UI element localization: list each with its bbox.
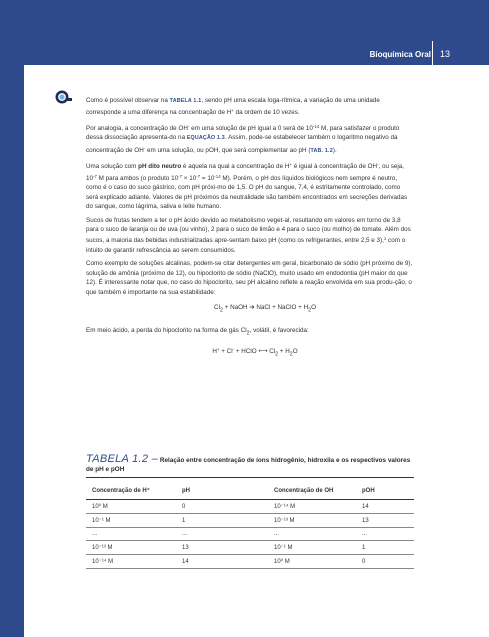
table-header-row [86, 479, 414, 500]
running-head: Bioquímica Oral [369, 50, 431, 59]
table-cell: 1 [176, 514, 268, 528]
body-text [86, 96, 414, 369]
chemical-equation: H+ + Cl- + HClO ⟷ $Cl_2 + H_2O$ [212, 346, 298, 357]
paragraph: Sucos de frutas tendem a ter o pH ácido devido ao metabolismo veget-al, resultando em valores em torno de 3,8 para o suco de laranja ou de uva (ou vinho), 2 para o suco de limão e 4 para o suco (ou molho) de tomate. Além dos sucos, a maioria das bebidas industrializadas apre-sentam baixo pH (como os refrigerantes, entre 2,5 e 3),$^1$ com o intuito de garantir refrescância ao serem consumidos. [86, 216, 411, 254]
equation-reference[interactable]: EQUAÇÃO 1.3 [186, 135, 225, 142]
table-cell: 10⁻¹⁴ M [268, 500, 356, 514]
table-cell: 10⁻¹³ M [86, 541, 176, 555]
paragraph: Em meio ácido, a perda do hipoclorito na forma de gás $Cl_2$, volátil, é favorecida: [86, 326, 309, 337]
table-row [86, 541, 414, 555]
page-number: 13 [440, 49, 451, 59]
table-cell: 14 [176, 555, 268, 569]
paragraph: Como é possível observar na TABELA 1.1, sendo pH uma escala loga-rítmica, a variação de uma unidade corresponde a uma diferença na concentração de H+ da ordem de 10 vezes. [86, 97, 380, 117]
paragraph: Como exemplo de soluções alcalinas, podem-se citar detergentes em geral, bicarbonato de sódio (pH próximo de 9), solução de amônia (próximo de 12), ou hipoclorito de sódio (NaClO), muito usado em endodontia (pH maior do que 12). É interessante notar que, no caso do hipoclorito, seu pH alcalino reflete a reação envolvida em sua produ-ção, o que também é importante na sua estabilidade: [86, 260, 413, 296]
paragraph: Por analogia, a concentração de OH- em uma solução de pH igual a 0 será de $10^{-14}$ M, para satisfazer o produto dessa dissociação apresenta-do na EQUAÇÃO 1.3. Assim, pode-se estabelecer também o logaritmo negativo da concentração de OH- em uma solução, ou pOH, que será complementar ao pH (TAB. 1.2). [86, 123, 400, 154]
table-cell: 0 [176, 500, 268, 514]
table-cell: 10⁰ M [86, 500, 176, 514]
ph-table [86, 479, 414, 569]
table-cell: 10⁻¹³ M [268, 514, 356, 528]
table-row [86, 555, 414, 569]
table-top-rule [86, 477, 414, 478]
table-row [86, 528, 414, 541]
emphasis: pH dito neutro [138, 163, 182, 171]
table-cell: 10⁻¹⁴ M [86, 555, 176, 569]
paragraph: Uma solução com pH dito neutro é aquela na qual a concentração de H+ é igual à concentração de OH-, ou seja, $10^{-7}$ M para ambos (o produto $10^{-7} \times 10^{-7} = 10^{-14}$ M). Porém, o pH dos líquidos biológicos nem sempre é neutro, como é o caso do suco gástrico, com pH próxi-mo de 1,5. O pH do sangue, 7,4, é estritamente controlado, como será explicado adiante. Valores de pH próximos da neutralidade são também encontrados em secreções derivadas do sangue, como lágrima, saliva e leite humano. [86, 162, 408, 211]
table-cell: 10⁻¹ M [86, 514, 176, 528]
table-cell: 14 [356, 500, 414, 514]
table-cell: 0 [356, 555, 414, 569]
table-row [86, 500, 414, 514]
table-row [86, 514, 414, 528]
left-margin-bar [0, 0, 24, 637]
table-cell: ... [268, 528, 356, 541]
column-header: Concentração de OH [268, 479, 356, 500]
table-label: TABELA 1.2 – [86, 453, 159, 465]
table-caption [86, 455, 414, 474]
column-header: pOH [356, 479, 414, 500]
column-header: Concentração de H⁺ [86, 479, 176, 500]
table-reference[interactable]: TABELA 1.1 [169, 98, 202, 104]
table-cell: 10⁻¹ M [268, 541, 356, 555]
magnifier-icon [55, 90, 73, 108]
table-title: Relação entre concentração de íons hidrogênio, hidroxila e os respectivos valores de pH e pOH [86, 457, 411, 473]
table-cell: 13 [356, 514, 414, 528]
table-cell: 13 [176, 541, 268, 555]
table-cell: ... [176, 528, 268, 541]
table-cell: 1 [356, 541, 414, 555]
header-divider [432, 41, 433, 65]
chemical-equation: $Cl_2$ + NaOH ➔ NaCl + NaClO + $H_2O$ [214, 304, 316, 314]
column-header: pH [176, 479, 268, 500]
table-1-2 [86, 455, 414, 569]
table-cell: ... [86, 528, 176, 541]
table-reference[interactable]: TAB. 1.2 [310, 147, 333, 154]
table-cell: 10⁰ M [268, 555, 356, 569]
table-cell: ... [356, 528, 414, 541]
